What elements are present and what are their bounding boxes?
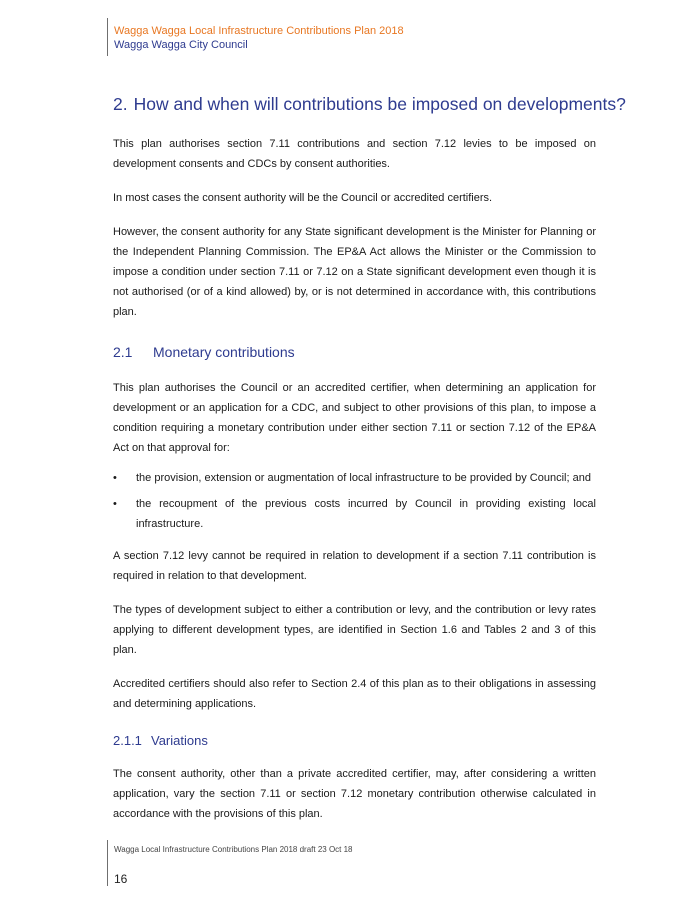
- section-heading: [113, 92, 626, 116]
- list-item-text: the provision, extension or augmentation of local infrastructure to be provided by Council; and: [136, 472, 591, 484]
- section-number: 2.: [113, 94, 128, 114]
- header-plan-title: Wagga Wagga Local Infrastructure Contributions Plan 2018: [114, 25, 404, 37]
- paragraph: The types of development subject to either a contribution or levy, and the contribution or levy rates applying to different development types, are identified in Section 1.6 and Tables 2 and 3 of this plan.: [113, 604, 596, 656]
- list-item: [113, 494, 596, 534]
- subsection-title: Monetary contributions: [153, 344, 295, 360]
- list-item-text: the recoupment of the previous costs incurred by Council in providing existing local infrastructure.: [136, 498, 596, 530]
- paragraph: A section 7.12 levy cannot be required in relation to development if a section 7.11 contribution is required in relation to that development.: [113, 550, 596, 582]
- paragraph: This plan authorises section 7.11 contributions and section 7.12 levies to be imposed on development consents and CDCs by consent authorities.: [113, 138, 596, 170]
- subsubsection-heading: [113, 732, 596, 750]
- paragraph: The consent authority, other than a private accredited certifier, may, after considering a written application, vary the section 7.11 or section 7.12 monetary contribution otherwise calculated in accordance with the provisions of this plan.: [113, 768, 596, 820]
- footer-rule: [107, 840, 108, 886]
- paragraph: This plan authorises the Council or an accredited certifier, when determining an application for development or an application for a CDC, and subject to other provisions of this plan, to impose a condition requiring a monetary contribution under either section 7.11 or section 7.12 of the EP&A Act on that approval for:: [113, 382, 596, 454]
- paragraph: In most cases the consent authority will be the Council or accredited certifiers.: [113, 192, 493, 204]
- bullet-list: [113, 468, 596, 534]
- paragraph: Accredited certifiers should also refer to Section 2.4 of this plan as to their obligations in assessing and determining applications.: [113, 678, 596, 710]
- page-content: [113, 92, 626, 838]
- list-item: [113, 468, 596, 488]
- subsection-heading: [113, 342, 596, 362]
- page-header: [114, 24, 404, 52]
- header-council-name: Wagga Wagga City Council: [114, 39, 248, 51]
- header-rule: [107, 18, 108, 56]
- section-title: How and when will contributions be imposed on developments?: [133, 94, 626, 114]
- bullet-icon: •: [113, 472, 117, 484]
- page-number: 16: [114, 872, 128, 886]
- paragraph: However, the consent authority for any State significant development is the Minister for Planning or the Independent Planning Commission. The EP&A Act allows the Minister or the Commission to impose a condition under section 7.11 or 7.12 on a State significant development even though it is not authorised (or of a kind allowed) by, or is not determined in accordance with, this contributions plan.: [113, 226, 596, 318]
- footer-text: Wagga Local Infrastructure Contributions Plan 2018 draft 23 Oct 18: [114, 845, 353, 854]
- subsubsection-number: 2.1.1: [113, 733, 142, 748]
- subsection-number: 2.1: [113, 344, 133, 360]
- subsubsection-title: Variations: [151, 733, 208, 748]
- bullet-icon: •: [113, 498, 117, 510]
